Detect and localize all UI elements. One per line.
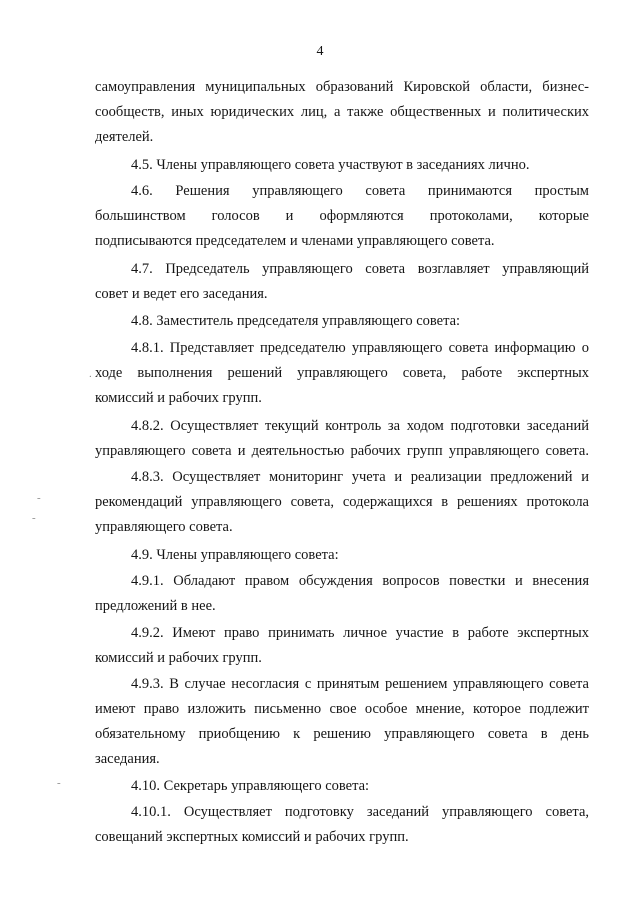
text-line: 4.8.3. Осуществляет мониторинг учета и реализации предложений и bbox=[131, 469, 589, 485]
text-line: 4.9.1. Обладают правом обсуждения вопросов повестки и внесения bbox=[131, 573, 589, 589]
text-line: 4.10. Секретарь управляющего совета: bbox=[131, 778, 370, 794]
margin-mark: - bbox=[37, 492, 41, 504]
text-line: 4.6. Решения управляющего совета принимаются простым bbox=[131, 183, 589, 199]
text-line: 4.9.2. Имеют право принимать личное участие в работе экспертных bbox=[131, 625, 589, 641]
text-line: 4.8.2. Осуществляет текущий контроль за ходом подготовки заседаний bbox=[131, 418, 589, 434]
text-line: управляющего совета и деятельностью рабочих групп управляющего совета. bbox=[95, 443, 589, 459]
text-line: 4.9.3. В случае несогласия с принятым решением управляющего совета bbox=[131, 676, 589, 692]
text-line: 4.5. Члены управляющего совета участвуют в заседаниях лично. bbox=[131, 157, 530, 173]
text-line: деятелей. bbox=[95, 129, 154, 145]
text-line: сообществ, иных юридических лиц, а также общественных и политических bbox=[95, 104, 589, 120]
margin-mark: - bbox=[57, 777, 61, 789]
text-line: большинством голосов и оформляются протоколами, которые bbox=[95, 208, 589, 224]
text-line: рекомендаций управляющего совета, содержащихся в решениях протокола bbox=[95, 494, 589, 510]
text-line: заседания. bbox=[95, 751, 160, 767]
text-line: обязательному приобщению к решению управляющего совета в день bbox=[95, 726, 589, 742]
text-line: управляющего совета. bbox=[95, 519, 233, 535]
text-line: подписываются председателем и членами управляющего совета. bbox=[95, 233, 495, 249]
page-number: 4 bbox=[316, 44, 324, 59]
text-line: 4.9. Члены управляющего совета: bbox=[131, 547, 339, 563]
text-line: ходе выполнения решений управляющего совета, работе экспертных bbox=[95, 365, 589, 381]
text-line: предложений в нее. bbox=[95, 598, 216, 614]
text-line: совещаний экспертных комиссий и рабочих групп. bbox=[95, 829, 409, 845]
text-line: совет и ведет его заседания. bbox=[95, 286, 268, 302]
text-line: 4.7. Председатель управляющего совета возглавляет управляющий bbox=[131, 261, 589, 277]
margin-mark: . bbox=[89, 368, 92, 380]
text-line: имеют право изложить письменно свое особое мнение, которое подлежит bbox=[95, 701, 589, 717]
text-line: самоуправления муниципальных образований Кировской области, бизнес- bbox=[95, 79, 589, 95]
text-line: 4.8.1. Представляет председателю управляющего совета информацию о bbox=[131, 340, 589, 356]
text-line: 4.10.1. Осуществляет подготовку заседаний управляющего совета, bbox=[131, 804, 589, 820]
margin-mark: - bbox=[32, 512, 36, 524]
text-line: 4.8. Заместитель председателя управляющего совета: bbox=[131, 313, 461, 329]
text-line: комиссий и рабочих групп. bbox=[95, 390, 262, 406]
text-line: комиссий и рабочих групп. bbox=[95, 650, 262, 666]
